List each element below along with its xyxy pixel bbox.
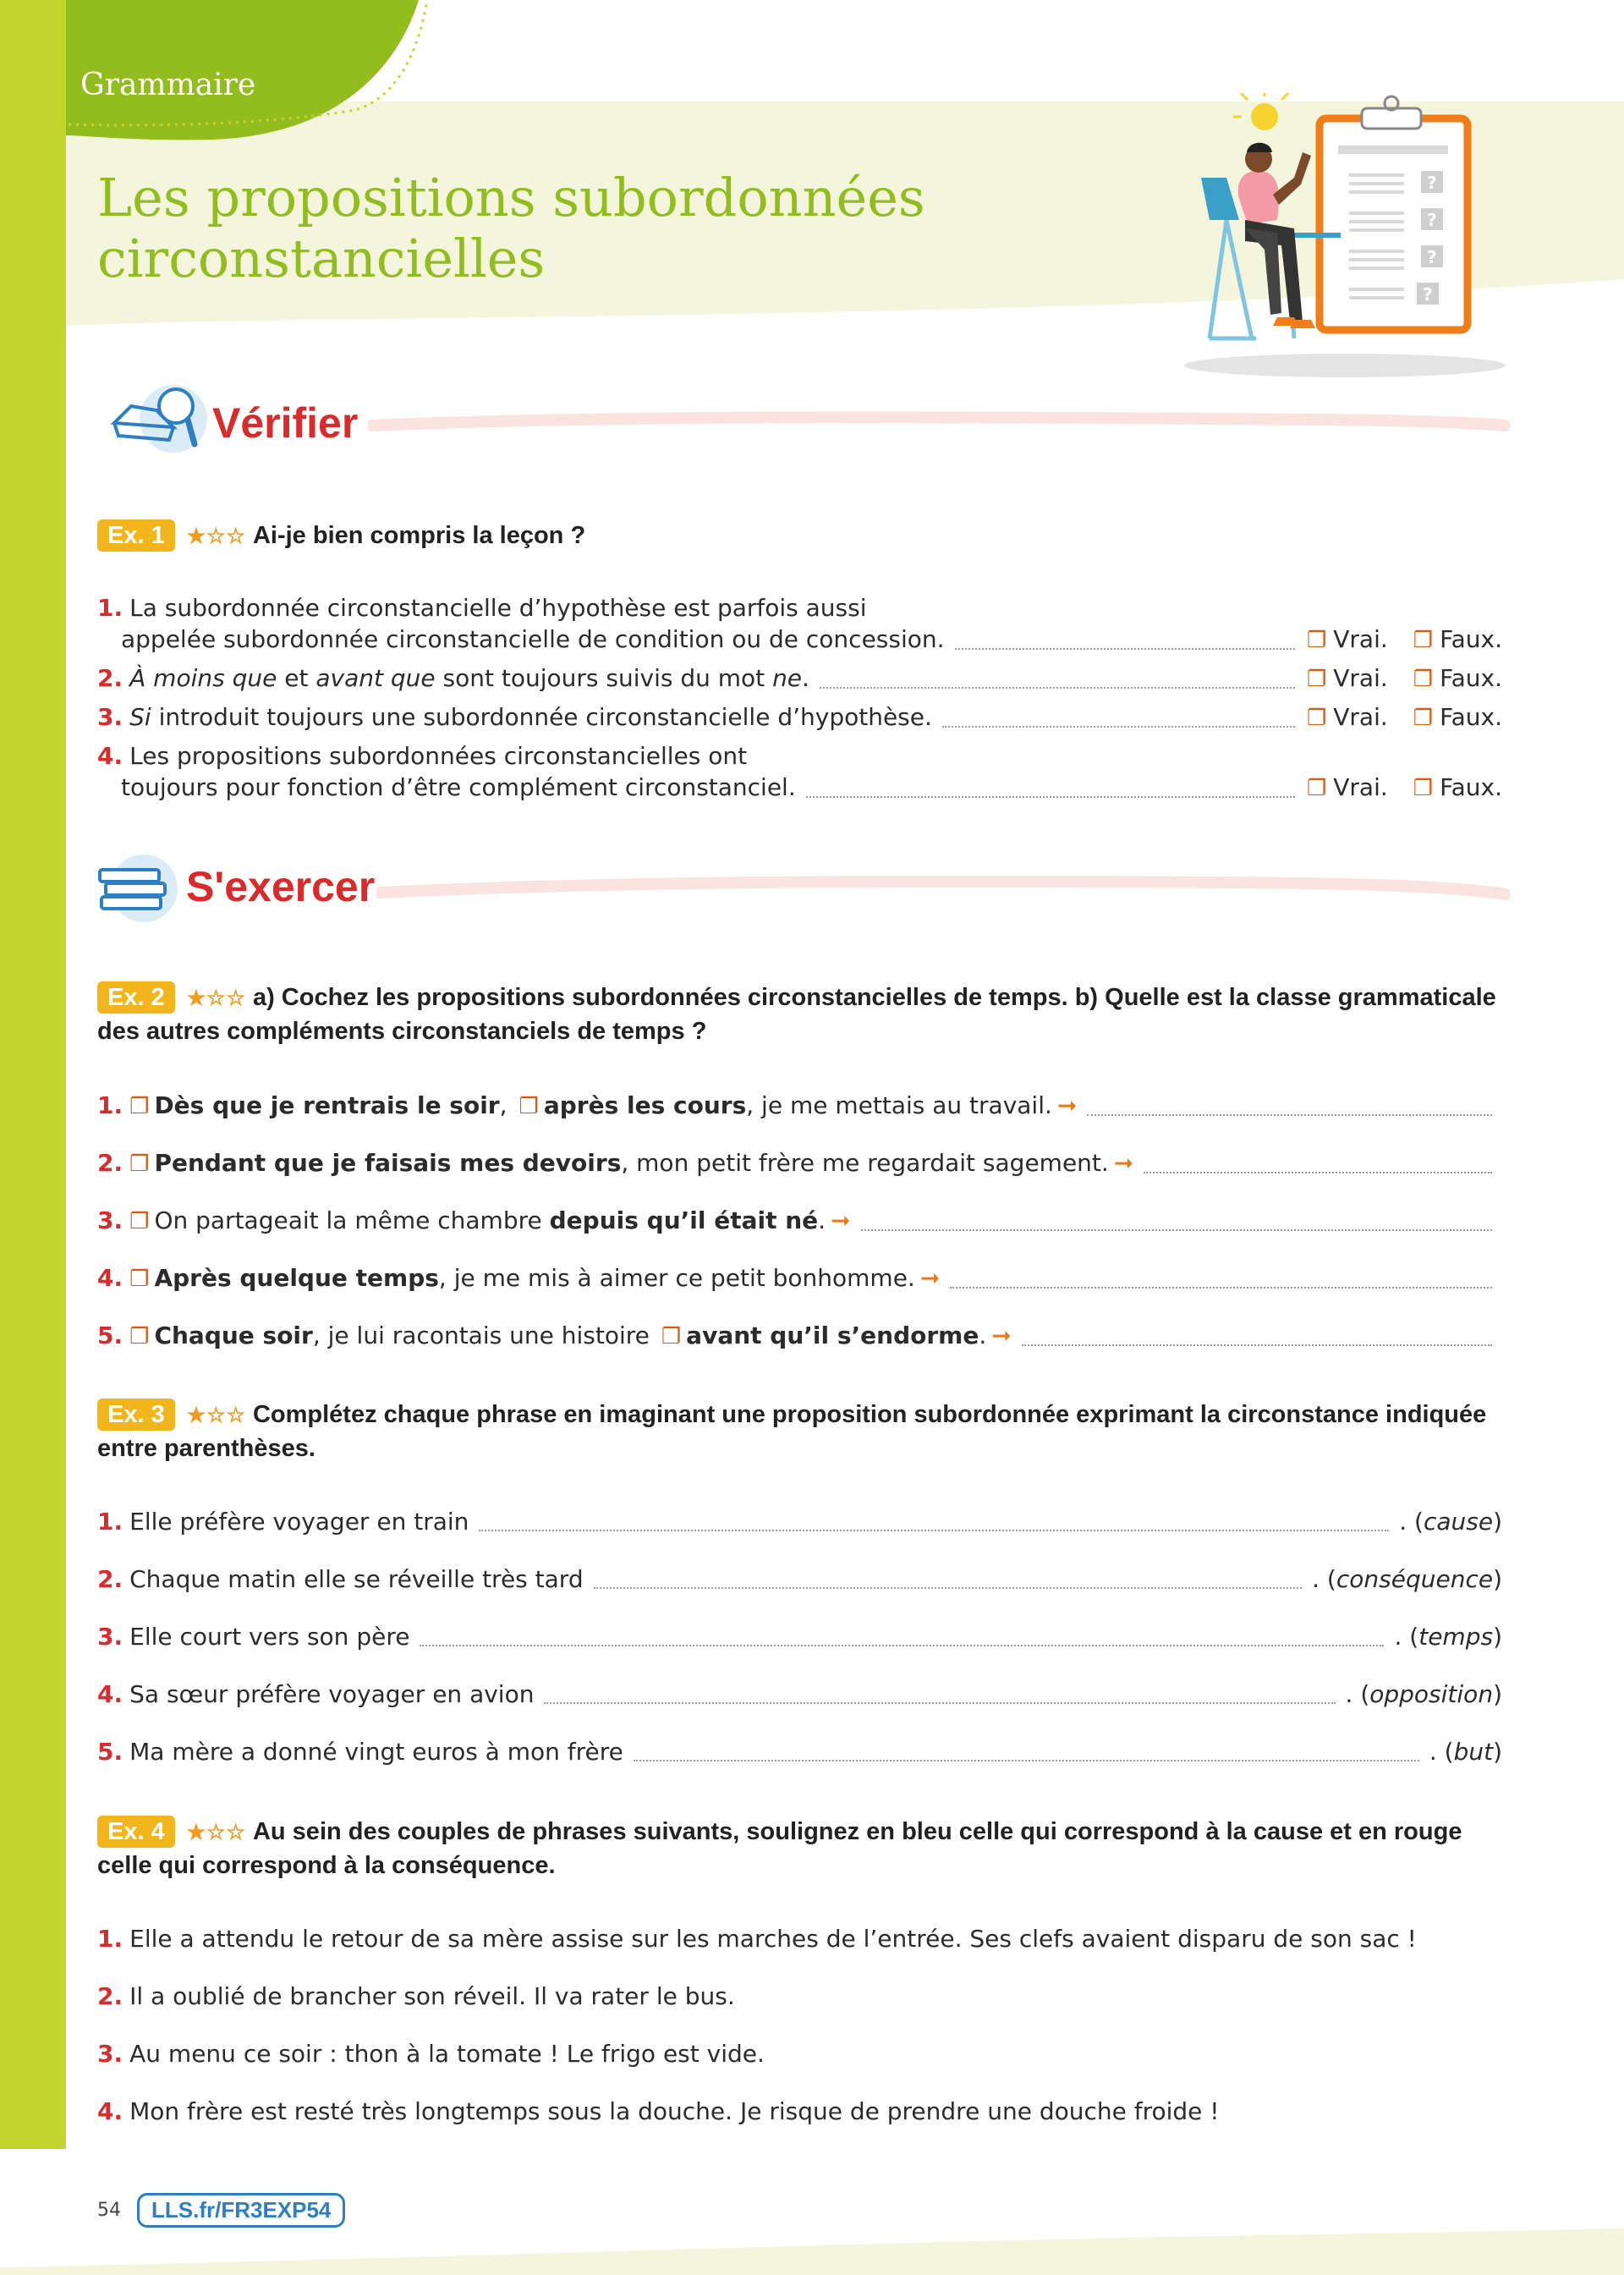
ex4-header (97, 1816, 1501, 1882)
ex4-item-3: 3. Au menu ce soir : thon à la tomate ! Le frigo est vide. (97, 2040, 765, 2068)
answer-dots (942, 726, 1295, 728)
answer-line[interactable] (479, 1530, 1389, 1531)
ex1-item-3: 3. Si introduit toujours une subordonnée circonstancielle d’hypothèse. ❐ Vrai. ❐ Faux. (97, 701, 1502, 734)
ex1-item-1-line1: 1. La subordonnée circonstancielle d’hypothèse est parfois aussi (97, 594, 867, 622)
svg-text:?: ? (1427, 210, 1437, 230)
arrow-right-icon: ➞ (1113, 1149, 1134, 1177)
ex1-badge: Ex. 1 (97, 519, 175, 552)
checkbox[interactable]: ❐ (129, 1151, 150, 1177)
svg-text:?: ? (1427, 173, 1437, 193)
ex3-item-4: 4. Sa sœur préfère voyager en avion . ( opposition ) (97, 1680, 1502, 1708)
ex2-header (97, 981, 1501, 1048)
answer-dots (806, 796, 1295, 798)
books-stack-icon (93, 846, 186, 926)
ex2-item-2: 2. ❐ Pendant que je faisais mes devoirs , mon petit frère me regardait sagement. ➞ (97, 1147, 1502, 1180)
ex1-title: Ai-je bien compris la leçon ? (252, 522, 586, 549)
page-title: Les propositions subordonnées circonstancielles (97, 167, 925, 289)
ex1-item-4-line1: 4. Les propositions subordonnées circonstancielles ont (97, 742, 748, 770)
ex1-item-2: 2. À moins que et avant que sont toujours suivis du mot ne . ❐ Vrai. ❐ Faux. (97, 662, 1502, 695)
section-divider (368, 410, 1510, 436)
vrai-checkbox[interactable]: ❐ Vrai. (1306, 625, 1388, 653)
answer-line[interactable] (950, 1287, 1492, 1289)
ex3-badge: Ex. 3 (97, 1399, 175, 1431)
ex3-item-5: 5. Ma mère a donné vingt euros à mon frère . ( but ) (97, 1738, 1502, 1766)
answer-line[interactable] (861, 1229, 1492, 1231)
ex3-title: Complétez chaque phrase en imaginant une proposition subordonnée exprimant la circonstance indiquée entre parenthèses. (97, 1401, 1487, 1462)
difficulty-stars: ★☆☆ (186, 525, 246, 548)
vrai-checkbox[interactable]: ❐ Vrai. (1306, 773, 1388, 801)
difficulty-stars: ★☆☆ (186, 1821, 246, 1844)
checkbox[interactable]: ❐ (518, 1094, 539, 1119)
checkbox[interactable]: ❐ (129, 1267, 150, 1292)
ex4-item-4: 4. Mon frère est resté très longtemps sous la douche. Je risque de prendre une douche froide ! (97, 2097, 1220, 2125)
answer-line[interactable] (634, 1760, 1419, 1761)
faux-checkbox[interactable]: ❐ Faux. (1413, 703, 1502, 731)
difficulty-stars: ★☆☆ (186, 1404, 246, 1427)
answer-dots (955, 648, 1295, 650)
left-margin-bar (0, 0, 66, 2149)
magnifier-book-icon (110, 381, 207, 465)
answer-line[interactable] (594, 1587, 1303, 1589)
ex2-badge: Ex. 2 (97, 981, 175, 1014)
arrow-right-icon: ➞ (831, 1206, 851, 1234)
ex1-header (97, 519, 1501, 553)
ex4-title: Au sein des couples de phrases suivants, soulignez en bleu celle qui correspond à la cause et en rouge celle qui correspond à la conséquence. (97, 1818, 1462, 1879)
lls-link[interactable]: LLS.fr/FR3EXP54 (137, 2193, 345, 2228)
exercer-heading (93, 846, 375, 926)
vrai-checkbox[interactable]: ❐ Vrai. (1306, 703, 1388, 731)
ex3-item-2: 2. Chaque matin elle se réveille très tard . ( conséquence ) (97, 1565, 1502, 1593)
footer-background (0, 2225, 1624, 2275)
ex2-item-1: 1. ❐ Dès que je rentrais le soir , ❐ après les cours , je me mettais au travail. ➞ (97, 1090, 1502, 1123)
answer-line[interactable] (1022, 1344, 1492, 1346)
difficulty-stars: ★☆☆ (186, 986, 246, 1010)
checkbox[interactable]: ❐ (129, 1209, 150, 1234)
section-tab: Grammaire (80, 68, 256, 102)
faux-checkbox[interactable]: ❐ Faux. (1413, 664, 1502, 692)
section-title-verifier: Vérifier (212, 399, 359, 447)
arrow-right-icon: ➞ (991, 1322, 1012, 1349)
svg-text:?: ? (1423, 284, 1433, 305)
arrow-right-icon: ➞ (919, 1264, 941, 1292)
checkbox[interactable]: ❐ (661, 1324, 682, 1349)
ex2-title: a) Cochez les propositions subordonnées circonstancielles de temps. b) Quelle est la classe grammaticale des autres compléments circonstanciels de temps ? (97, 984, 1496, 1045)
student-clipboard-illustration (1176, 93, 1514, 381)
verifier-heading (110, 381, 358, 465)
ex2-item-5: 5. ❐ Chaque soir , je lui racontais une histoire ❐ avant qu’il s’endorme . ➞ (97, 1320, 1502, 1353)
ex4-badge: Ex. 4 (97, 1816, 175, 1848)
page-number: 54 (97, 2200, 121, 2221)
faux-checkbox[interactable]: ❐ Faux. (1413, 625, 1502, 653)
arrow-right-icon: ➞ (1056, 1091, 1078, 1119)
ex1-item-1-line2: appelée subordonnée circonstancielle de condition ou de concession. ❐ Vrai. ❐ Faux. (97, 624, 1502, 657)
ex3-item-3: 3. Elle court vers son père . ( temps ) (97, 1623, 1502, 1651)
ex2-item-3: 3. ❐ On partageait la même chambre depuis qu’il était né . ➞ (97, 1205, 1502, 1238)
section-title-exercer: S'exercer (186, 862, 376, 910)
ex2-item-4: 4. ❐ Après quelque temps , je me mis à aimer ce petit bonhomme. ➞ (97, 1262, 1502, 1295)
checkbox[interactable]: ❐ (129, 1094, 150, 1119)
ex1-item-4-line2: toujours pour fonction d’être complément circonstanciel. ❐ Vrai. ❐ Faux. (97, 772, 1502, 805)
ex3-item-1: 1. Elle préfère voyager en train . ( cause ) (97, 1508, 1502, 1536)
answer-line[interactable] (544, 1702, 1335, 1704)
svg-text:?: ? (1427, 247, 1437, 267)
faux-checkbox[interactable]: ❐ Faux. (1413, 773, 1502, 801)
answer-line[interactable] (420, 1645, 1384, 1646)
ex4-item-1: 1. Elle a attendu le retour de sa mère assise sur les marches de l’entrée. Ses clefs avaient disparu de son sac ! (97, 1925, 1417, 1953)
answer-line[interactable] (1087, 1114, 1492, 1116)
ex3-header (97, 1399, 1501, 1465)
answer-dots (820, 687, 1295, 689)
checkbox[interactable]: ❐ (129, 1324, 150, 1349)
ex4-item-2: 2. Il a oublié de brancher son réveil. Il va rater le bus. (97, 1982, 735, 2010)
answer-line[interactable] (1144, 1172, 1492, 1173)
vrai-checkbox[interactable]: ❐ Vrai. (1306, 664, 1388, 692)
section-divider (376, 876, 1510, 901)
